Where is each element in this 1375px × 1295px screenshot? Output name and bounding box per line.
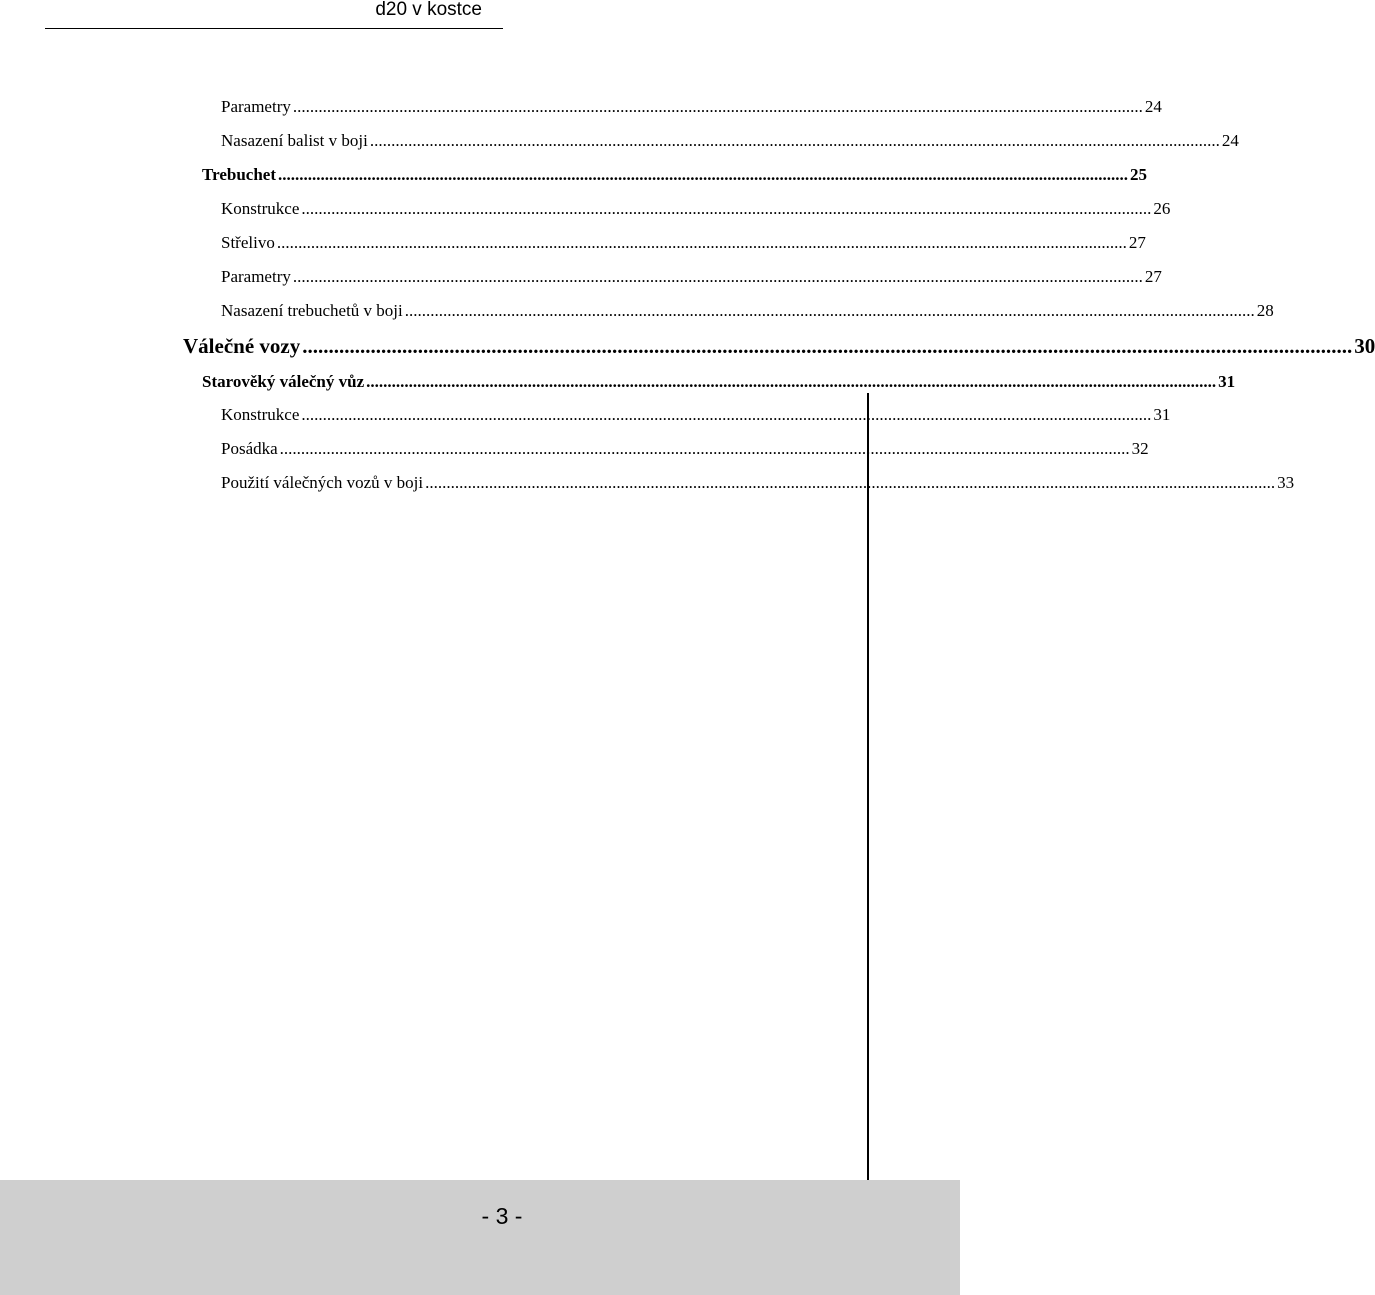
- toc-leader-dots: ........................................................................................................................................................................................................: [276, 233, 1127, 252]
- toc-leader-dots: ........................................................................................................................................................................................................: [292, 267, 1143, 286]
- toc-entry-page: 31: [1153, 405, 1171, 424]
- toc-entry-title: Parametry: [221, 267, 291, 286]
- toc-entry[interactable]: [221, 301, 1274, 321]
- toc-entry-page: 24: [1221, 131, 1239, 150]
- toc-entry[interactable]: [202, 372, 1236, 392]
- toc-entry[interactable]: [183, 334, 1375, 359]
- toc-entry-title: Konstrukce: [221, 405, 300, 424]
- toc-entry-title: Parametry: [221, 97, 291, 116]
- toc-entry[interactable]: [221, 199, 1171, 219]
- toc-entry-title: Střelivo: [221, 233, 275, 252]
- toc-entry-title: Nasazení trebuchetů v boji: [221, 301, 403, 320]
- toc-entry-page: 31: [1218, 372, 1236, 391]
- toc-entry[interactable]: [221, 473, 1295, 493]
- toc-leader-dots: ........................................................................................................................................................................................................: [366, 372, 1217, 391]
- toc-entry[interactable]: [221, 131, 1239, 151]
- toc-entry[interactable]: [221, 405, 1171, 425]
- toc-entry-title: Trebuchet: [202, 165, 276, 184]
- page-number: - 3 -: [481, 1203, 523, 1229]
- toc-entry-page: 28: [1256, 301, 1274, 320]
- toc-leader-dots: ........................................................................................................................................................................................................: [369, 131, 1220, 150]
- toc-leader-dots: ........................................................................................................................................................................................................: [277, 165, 1128, 184]
- toc-leader-dots: ........................................................................................................................................................................................................: [404, 301, 1255, 320]
- toc-entry-title: Válečné vozy: [183, 334, 301, 358]
- toc-entry-page: 32: [1131, 439, 1149, 458]
- toc-entry-page: 33: [1277, 473, 1295, 492]
- vertical-margin-rule: [867, 393, 869, 1216]
- toc-entry-page: 26: [1153, 199, 1171, 218]
- toc-entry-page: 30: [1354, 334, 1375, 358]
- toc-leader-dots: ........................................................................................................................................................................................................: [301, 199, 1152, 218]
- header-rule: [45, 28, 503, 29]
- toc-entry[interactable]: [221, 233, 1146, 253]
- toc-entry[interactable]: [202, 165, 1147, 185]
- toc-entry-page: 24: [1144, 97, 1162, 116]
- toc-entry[interactable]: [221, 439, 1149, 459]
- toc-entry-page: 27: [1128, 233, 1146, 252]
- footer-band: [0, 1180, 960, 1295]
- header-title: d20 v kostce: [375, 0, 482, 20]
- toc-entry-title: Posádka: [221, 439, 278, 458]
- toc-leader-dots: ........................................................................................................................................................................................................: [292, 97, 1143, 116]
- toc-leader-dots: ........................................................................................................................................................................................................: [301, 405, 1152, 424]
- toc-leader-dots: ........................................................................................................................................................................................................: [425, 473, 1276, 492]
- toc-entry-title: Použití válečných vozů v boji: [221, 473, 424, 492]
- toc-entry[interactable]: [221, 267, 1162, 287]
- toc-leader-dots: ........................................................................................................................................................................................................: [302, 334, 1353, 358]
- toc-entry-title: Nasazení balist v boji: [221, 131, 368, 150]
- toc-entry[interactable]: [221, 97, 1162, 117]
- toc-leader-dots: ........................................................................................................................................................................................................: [279, 439, 1130, 458]
- toc-entry-page: 27: [1144, 267, 1162, 286]
- toc-entry-title: Konstrukce: [221, 199, 300, 218]
- toc-entry-title: Starověký válečný vůz: [202, 372, 365, 391]
- toc-entry-page: 25: [1129, 165, 1147, 184]
